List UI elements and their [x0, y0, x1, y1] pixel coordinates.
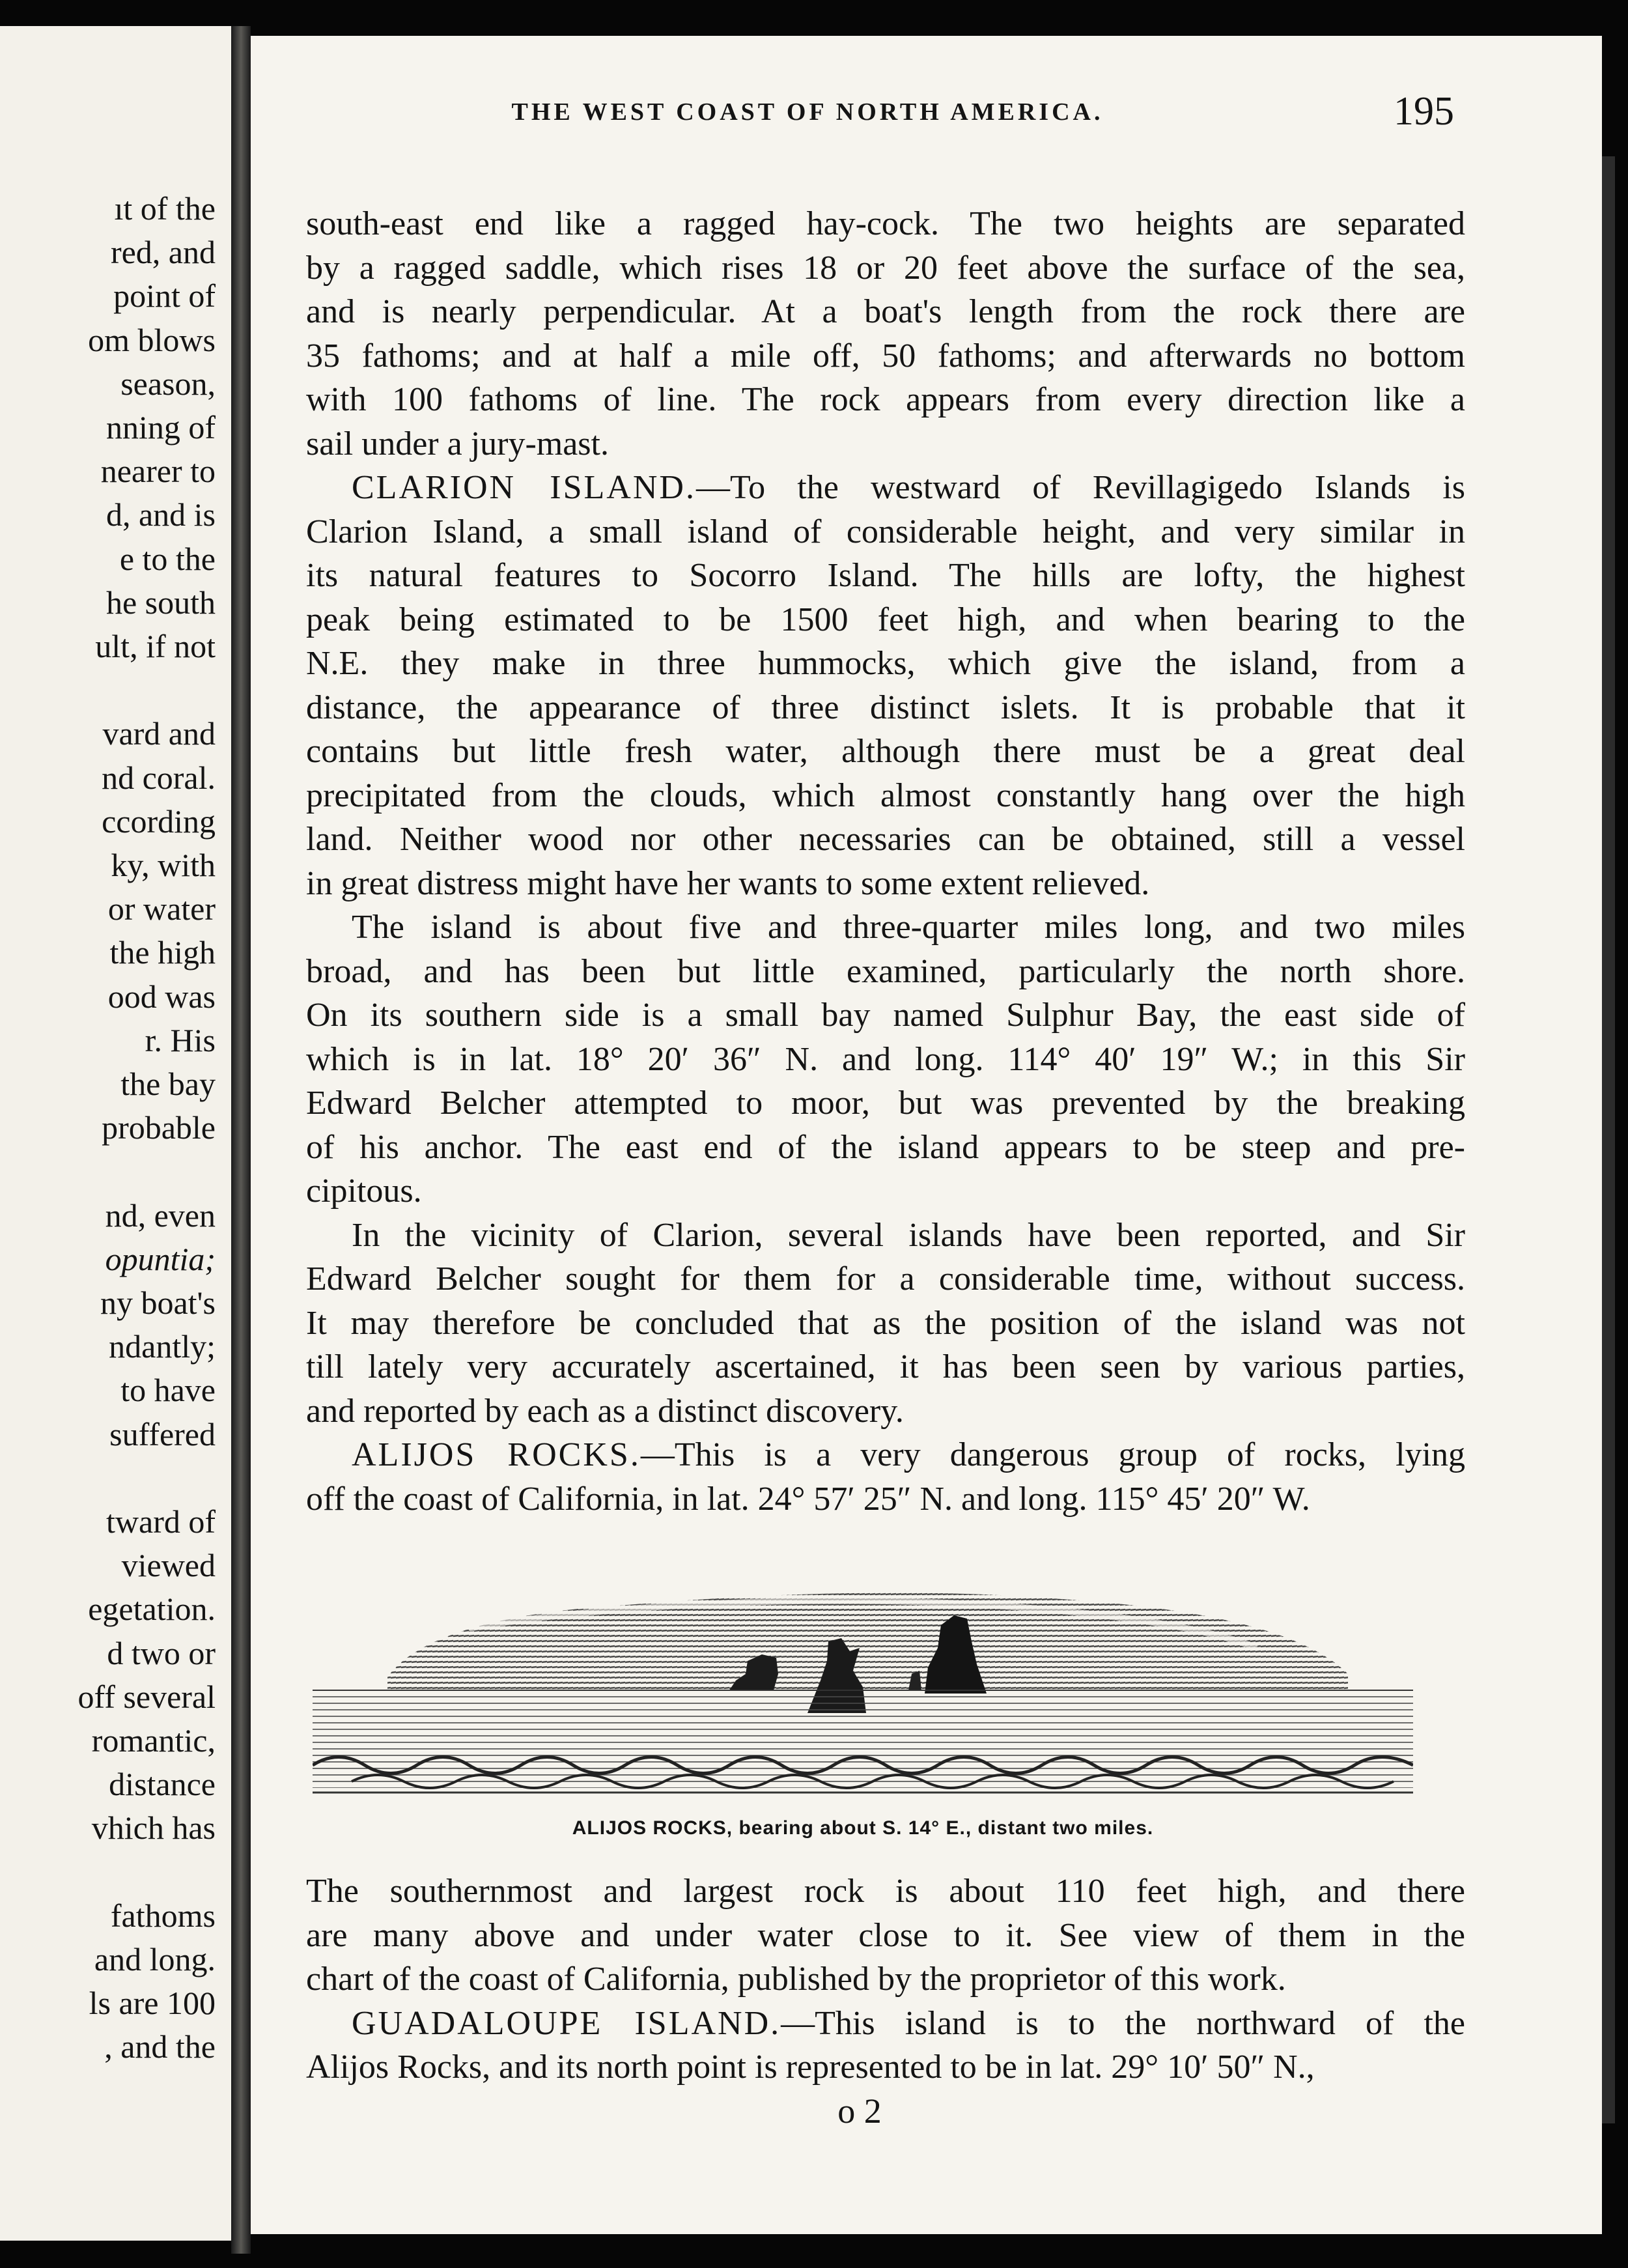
left-page-line: ndantly;: [109, 1328, 216, 1365]
text-line: [306, 730, 1465, 774]
line-text: Alijos Rocks, and its north point is represented to be in lat. 29° 10′ 50″ N.,: [306, 2048, 1315, 2086]
section-heading: GUADALOUPE ISLAND.: [352, 2004, 781, 2042]
left-page-line: off several: [77, 1678, 216, 1715]
book-gutter: [231, 26, 251, 2254]
left-page-line: ccording: [102, 802, 216, 840]
text-line: [306, 378, 1465, 422]
text-line: [306, 862, 1465, 906]
left-page-line: the bay: [120, 1066, 216, 1102]
text-line: [306, 642, 1465, 686]
text-line: [306, 686, 1465, 730]
signature-mark: o 2: [837, 2091, 882, 2131]
line-text: and reported by each as a distinct discovery.: [306, 1392, 904, 1430]
line-text: in great distress might have her wants to some extent relieved.: [306, 864, 1150, 902]
left-page-line: nning of: [105, 409, 216, 446]
line-text: sail under a jury-mast.: [306, 425, 609, 462]
left-page-line: romantic,: [91, 1722, 216, 1759]
text-line: [306, 1433, 1465, 1477]
line-text: The island is about five and three-quarter miles long, and two miles: [352, 909, 1465, 946]
line-text: precipitated from the clouds, which almost constantly hang over the high: [306, 776, 1465, 814]
text-line: [306, 246, 1465, 291]
alijos-rocks-engraving: [313, 1550, 1413, 1811]
text-line: [306, 202, 1465, 246]
left-page-line: , and the: [104, 2028, 216, 2065]
text-line: [306, 334, 1465, 378]
left-page-line: nd coral.: [102, 759, 216, 796]
left-page-line: ny boat's: [100, 1284, 216, 1321]
left-page-line: d, and is: [105, 496, 216, 533]
left-page-line: distance: [109, 1766, 216, 1803]
left-page-line: viewed: [121, 1547, 216, 1584]
line-text: till lately very accurately ascertained, it has been seen by various parties,: [306, 1348, 1465, 1385]
left-page-line: om blows: [88, 321, 216, 358]
text-line: [306, 774, 1465, 818]
left-page-line: e to the: [119, 540, 216, 577]
line-text: with 100 fathoms of line. The rock appears from every direction like a: [306, 381, 1465, 418]
text-line: [306, 422, 1465, 466]
left-page-line: suffered: [109, 1415, 216, 1453]
text-line: [306, 1081, 1465, 1126]
left-page-line: tward of: [106, 1503, 216, 1540]
text-line: [306, 2002, 1465, 2046]
text-line: [306, 510, 1465, 554]
section-heading: CLARION ISLAND.: [352, 469, 696, 506]
line-text: —To the westward of Revillagigedo Islands is: [695, 469, 1465, 506]
left-page-line: he south: [105, 584, 216, 621]
line-text: off the coast of California, in lat. 24° 57′ 25″ N. and long. 115° 45′ 20″ W.: [306, 1480, 1310, 1518]
left-page-line: point of: [113, 277, 216, 315]
left-page-line: nearer to: [100, 453, 216, 490]
line-text: land. Neither wood nor other necessaries can be obtained, still a vessel: [306, 821, 1465, 858]
text-line: [306, 1957, 1465, 2002]
left-page-line: r. His: [145, 1021, 216, 1058]
left-page-line: ky, with: [111, 847, 216, 883]
line-text: by a ragged saddle, which rises 18 or 20 feet above the surface of the sea,: [306, 249, 1465, 287]
line-text: broad, and has been but little examined, particularly the north shore.: [306, 952, 1465, 990]
left-page-line: opuntia;: [105, 1240, 216, 1277]
text-line: [306, 1301, 1465, 1346]
text-line: [306, 1477, 1465, 1522]
text-line: [306, 2045, 1465, 2090]
left-page-line: egetation.: [88, 1591, 216, 1628]
text-line: [306, 993, 1465, 1038]
left-page-line: red, and: [110, 234, 216, 271]
text-line: [306, 950, 1465, 994]
line-text: —This is a very dangerous group of rocks, lying: [640, 1436, 1466, 1473]
text-line: [306, 1213, 1465, 1258]
left-page-line: the high: [109, 934, 216, 971]
line-text: Edward Belcher attempted to moor, but was prevented by the breaking: [306, 1084, 1465, 1122]
line-text: It may therefore be concluded that as the position of the island was not: [306, 1304, 1465, 1342]
sea: [313, 1690, 1413, 1788]
text-line: [306, 817, 1465, 862]
line-text: its natural features to Socorro Island. The hills are lofty, the highest: [306, 557, 1465, 594]
line-text: which is in lat. 18° 20′ 36″ N. and long. 114° 40′ 19″ W.; in this Sir: [306, 1040, 1465, 1078]
line-text: contains but little fresh water, although there must be a great deal: [306, 733, 1465, 770]
left-page-line: d two or: [107, 1634, 216, 1671]
line-text: peak being estimated to be 1500 feet high, and when bearing to the: [306, 601, 1465, 638]
line-text: chart of the coast of California, published by the proprietor of this work.: [306, 1961, 1286, 1998]
line-text: N.E. they make in three hummocks, which give the island, from a: [306, 645, 1465, 682]
left-page-line: fathoms: [110, 1897, 216, 1934]
line-text: 35 fathoms; and at half a mile off, 50 fathoms; and afterwards no bottom: [306, 337, 1465, 375]
text-line: [306, 1126, 1465, 1170]
text-line: [306, 1038, 1465, 1082]
line-text: The southernmost and largest rock is about 110 feet high, and there: [306, 1873, 1465, 1910]
text-line: [306, 1169, 1465, 1213]
text-line: [306, 905, 1465, 950]
left-page-line: or water: [107, 890, 216, 928]
left-page-line: season,: [120, 365, 216, 402]
section-heading: ALIJOS ROCKS.: [352, 1436, 641, 1473]
text-line: [306, 1345, 1465, 1389]
line-text: of his anchor. The east end of the island appears to be steep and pre-: [306, 1128, 1465, 1166]
body-text-bottom: [306, 1869, 1465, 2090]
left-page-line: probable: [102, 1109, 216, 1146]
left-page-line: ood was: [107, 978, 216, 1015]
text-line: [306, 466, 1465, 510]
line-text: distance, the appearance of three distinct islets. It is probable that it: [306, 688, 1465, 726]
left-page-line: ls are 100: [89, 1985, 216, 2022]
left-page-line: to have: [120, 1372, 216, 1409]
figure-caption: ALIJOS ROCKS, bearing about S. 14° E., distant two miles.: [572, 1817, 1154, 1839]
running-header: THE WEST COAST OF NORTH AMERICA.: [511, 98, 1104, 126]
line-text: south-east end like a ragged hay-cock. The two heights are separated: [306, 205, 1465, 242]
line-text: Clarion Island, a small island of considerable height, and very similar in: [306, 513, 1465, 550]
text-line: [306, 598, 1465, 642]
line-text: —This island is to the northward of the: [781, 2004, 1465, 2042]
left-page-line: ıt of the: [114, 190, 216, 227]
left-page-line: and long.: [94, 1941, 216, 1977]
page-edge: [1602, 156, 1615, 2123]
line-text: and is nearly perpendicular. At a boat's length from the rock there are: [306, 293, 1465, 330]
text-line: [306, 554, 1465, 598]
page-number: 195: [1394, 89, 1454, 134]
line-text: cipitous.: [306, 1172, 422, 1210]
left-page-line: vhich has: [91, 1809, 216, 1847]
line-text: In the vicinity of Clarion, several islands have been reported, and Sir: [352, 1216, 1465, 1254]
body-text-top: [306, 202, 1465, 1521]
line-text: On its southern side is a small bay named Sulphur Bay, the east side of: [306, 997, 1465, 1034]
text-line: [306, 1257, 1465, 1301]
left-page-fragment: [0, 26, 231, 2241]
left-page-line: vard and: [102, 715, 216, 752]
sky-cloud-band: [387, 1593, 1348, 1690]
text-line: [306, 1869, 1465, 1914]
line-text: are many above and under water close to it. See view of them in the: [306, 1916, 1465, 1954]
text-line: [306, 290, 1465, 334]
left-page-line: ult, if not: [95, 628, 216, 664]
line-text: Edward Belcher sought for them for a considerable time, without success.: [306, 1260, 1465, 1297]
text-line: [306, 1389, 1465, 1434]
left-page-line: nd, even: [105, 1197, 216, 1234]
text-line: [306, 1914, 1465, 1958]
